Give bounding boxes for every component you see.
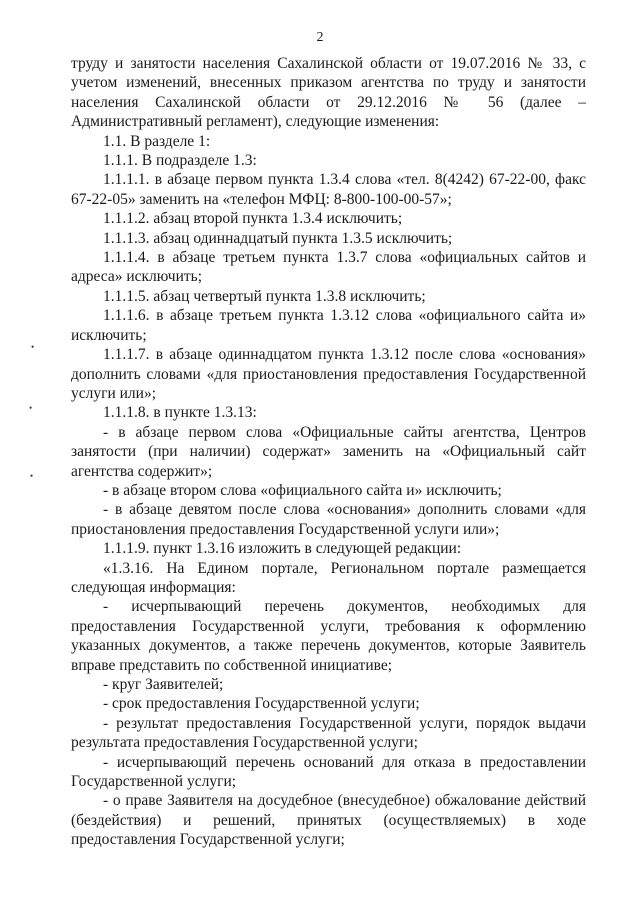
paragraph-1-3-16: «1.3.16. На Едином портале, Региональном портале размещается следующая информация:	[71, 559, 586, 596]
scan-speck: •	[29, 403, 33, 413]
list-item-applicants: - круг Заявителей;	[103, 676, 224, 693]
scan-speck: •	[31, 342, 35, 352]
paragraph-item-1-1-1-4: 1.1.1.4. в абзаце третьем пункта 1.3.7 слова «официальных сайтов и адреса» исключить;	[71, 249, 586, 286]
paragraph-dash-second: - в абзаце втором слова «официального сайта и» исключить;	[103, 481, 502, 499]
paragraph-item-1-1-1-7: 1.1.1.7. в абзаце одиннадцатом пункта 1.3.12 после слова «основания» дополнить словами «для приостановления предоставления Государственной услуги или»;	[71, 346, 586, 402]
list-item-appeal-right: - о праве Заявителя на досудебное (внесудебное) обжалование действий (бездействия) и решений, принятых (осуществляемых) в ходе предоставления Государственной услуги;	[71, 792, 586, 849]
paragraph-intro: труду и занятости населения Сахалинской области от 19.07.2016 № 33, с учетом изменений, внесенных приказом агентства по труду и занятости населения Сахалинской области от 29.12.2016 № 56 (далее – Административный регламент), следующие изменения:	[71, 55, 586, 131]
paragraph-item-1-1-1-1: 1.1.1.1. в абзаце первом пункта 1.3.4 слова «тел. 8(4242) 67-22-00, факс 67-22-05» заменить на «телефон МФЦ: 8-800-100-00-57»;	[71, 171, 586, 208]
paragraph-item-1-1-1-3: 1.1.1.3. абзац одиннадцатый пункта 1.3.5 исключить;	[103, 229, 453, 247]
paragraph-dash-ninth: - в абзаце девятом после слова «основания» дополнить словами «для приостановления предоставления Государственной услуги или»;	[71, 501, 586, 538]
paragraph-item-1-1-1-8: 1.1.1.8. в пункте 1.3.13:	[103, 404, 257, 422]
list-item-term: - срок предоставления Государственной услуги;	[103, 695, 420, 713]
paragraph-section-1-1: 1.1. В разделе 1:	[103, 132, 211, 150]
scan-speck: •	[30, 471, 34, 481]
page-number: 2	[316, 30, 324, 45]
list-item-refusal-grounds: - исчерпывающий перечень оснований для отказа в предоставлении Государственной услуги;	[71, 753, 586, 791]
paragraph-subsection-1-1-1: 1.1.1. В подразделе 1.3:	[103, 152, 257, 170]
paragraph-item-1-1-1-5: 1.1.1.5. абзац четвертый пункта 1.3.8 исключить;	[103, 287, 426, 305]
paragraph-item-1-1-1-6: 1.1.1.6. в абзаце третьем пункта 1.3.12 слова «официального сайта и» исключить;	[71, 307, 586, 344]
paragraph-dash-first: - в абзаце первом слова «Официальные сайты агентства, Центров занятости (при наличии) содержат» заменить на «Официальный сайт агентства содержит»;	[71, 423, 586, 480]
list-item-documents: - исчерпывающий перечень документов, необходимых для предоставления Государственной услуги, требования к оформлению указанных документов, а также перечень документов, которые Заявитель вправе представить по собственной инициативе;	[71, 598, 586, 674]
document-body	[71, 54, 586, 850]
paragraph-item-1-1-1-2: 1.1.1.2. абзац второй пункта 1.3.4 исключить;	[103, 210, 403, 228]
list-item-result: - результат предоставления Государственной услуги, порядок выдачи результата предоставления Государственной услуги;	[71, 714, 586, 752]
paragraph-item-1-1-1-9: 1.1.1.9. пункт 1.3.16 изложить в следующей редакции:	[103, 540, 462, 558]
